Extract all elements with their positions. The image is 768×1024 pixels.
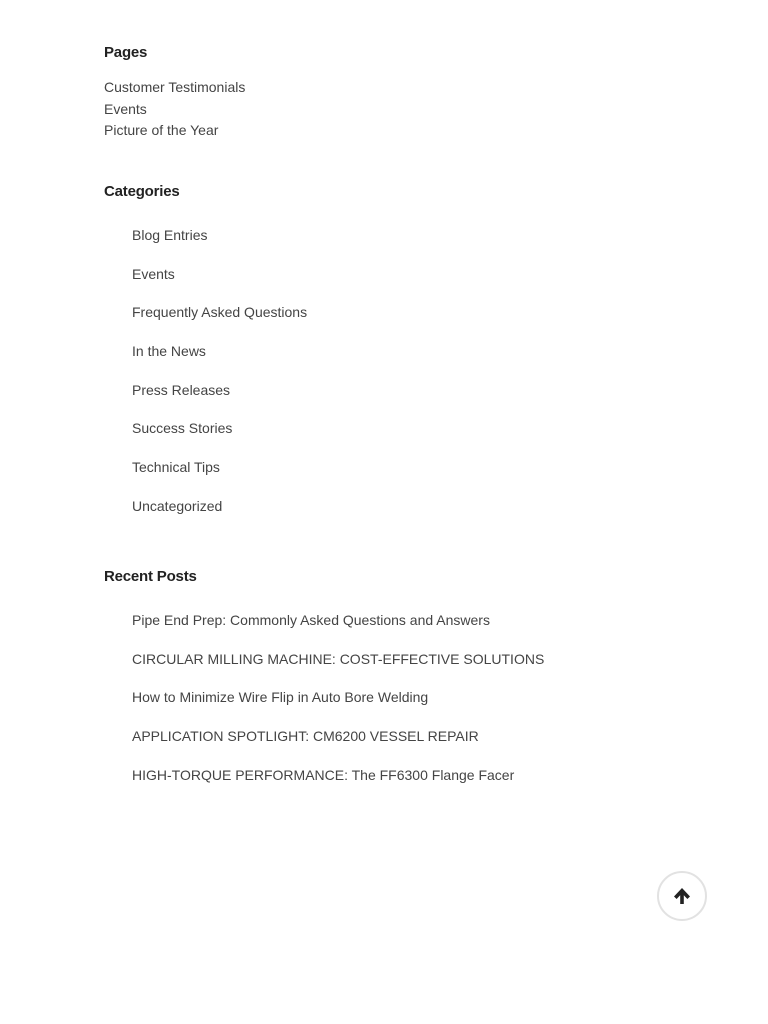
page-link-customer-testimonials[interactable]: Customer Testimonials	[104, 79, 246, 95]
recent-posts-widget	[104, 567, 664, 783]
recent-post-link[interactable]: How to Minimize Wire Flip in Auto Bore Welding	[132, 689, 429, 706]
recent-post-link[interactable]: Pipe End Prep: Commonly Asked Questions and Answers	[132, 612, 490, 628]
category-link-press-releases[interactable]: Press Releases	[132, 381, 231, 398]
recent-posts-title: Recent Posts	[104, 568, 197, 585]
category-link-faq[interactable]: Frequently Asked Questions	[132, 304, 308, 321]
category-link-in-the-news[interactable]: In the News	[132, 343, 206, 360]
category-link-uncategorized[interactable]: Uncategorized	[132, 497, 223, 514]
pages-list	[104, 77, 245, 142]
category-link-technical-tips[interactable]: Technical Tips	[132, 459, 220, 476]
recent-post-link[interactable]: CIRCULAR MILLING MACHINE: COST-EFFECTIVE SOLUTIONS	[132, 650, 545, 667]
arrow-up-icon	[672, 886, 692, 906]
recent-post-link[interactable]: HIGH-TORQUE PERFORMANCE: The FF6300 Flange Facer	[132, 766, 515, 783]
recent-posts-list	[132, 610, 544, 803]
category-link-blog-entries[interactable]: Blog Entries	[132, 227, 208, 243]
pages-widget	[104, 43, 664, 138]
categories-title: Categories	[104, 183, 180, 200]
recent-post-link[interactable]: APPLICATION SPOTLIGHT: CM6200 VESSEL REPAIR	[132, 728, 479, 745]
scroll-to-top-button[interactable]	[657, 871, 707, 921]
category-link-events[interactable]: Events	[132, 265, 175, 282]
page-link-picture-of-the-year[interactable]: Picture of the Year	[104, 122, 219, 138]
categories-list	[132, 225, 307, 535]
categories-widget	[104, 182, 664, 514]
category-link-success-stories[interactable]: Success Stories	[132, 420, 233, 437]
pages-title: Pages	[104, 44, 148, 61]
page-link-events[interactable]: Events	[104, 100, 147, 117]
